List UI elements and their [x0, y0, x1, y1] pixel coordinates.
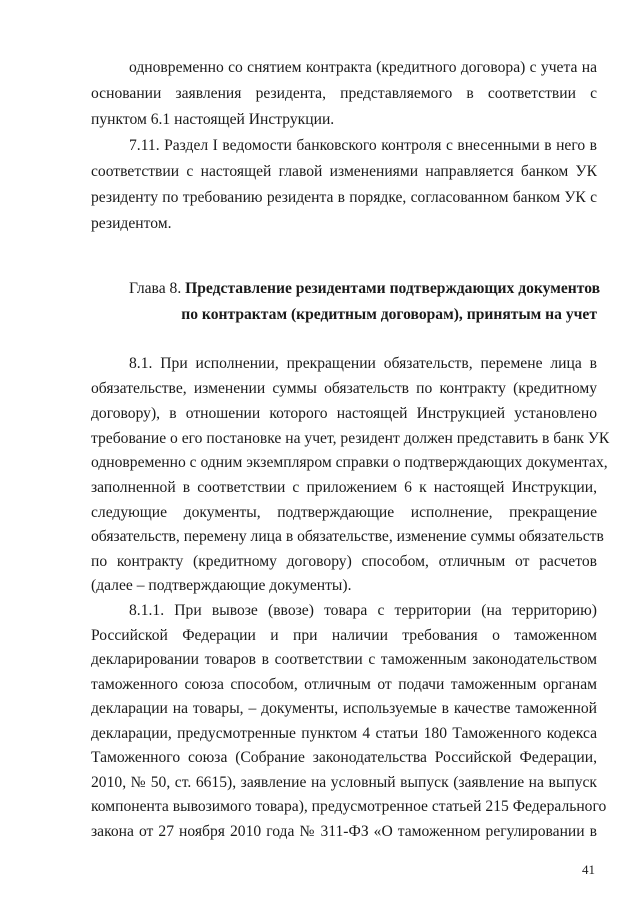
clause-8-1-1-line-9: компонента вывозимого товара), предусмотренное статьей 215 Федерального	[91, 798, 607, 815]
clause-8-1-line-8: обязательств, перемену лица в обязательстве, изменение суммы обязательств	[91, 528, 604, 545]
clause-7-11-line-3: резиденту по требованию резидента в порядке, согласованном банком УК с	[91, 189, 597, 206]
clause-8-1-line-7: следующие документы, подтверждающие исполнение, прекращение	[91, 504, 597, 521]
clause-8-1-1-line-3: декларировании товаров в соответствии с таможенным законодательством	[91, 651, 597, 668]
chapter-title-part-1: Представление резидентами подтверждающих документов	[185, 280, 601, 297]
clause-7-11-line-4: резидентом.	[91, 215, 172, 232]
clause-8-1-line-2: обязательстве, изменении суммы обязательств по контракту (кредитному	[91, 380, 597, 397]
clause-8-1-1-line-1: 8.1.1. При вывозе (ввозе) товара с территории (на территорию)	[129, 602, 597, 619]
continuation-line-1: одновременно со снятием контракта (кредитного договора) с учета на	[129, 59, 597, 76]
clause-8-1-line-9: по контракту (кредитному договору) способом, отличным от расчетов	[91, 553, 597, 570]
continuation-line-3: пунктом 6.1 настоящей Инструкции.	[91, 111, 335, 128]
continuation-line-2: основании заявления резидента, представляемого в соответствии с	[91, 85, 597, 102]
clause-8-1-line-3: договору), в отношении которого настоящей Инструкцией установлено	[91, 405, 597, 422]
chapter-label: Глава 8.	[129, 280, 182, 297]
clause-8-1-line-1: 8.1. При исполнении, прекращении обязательств, перемене лица в	[129, 355, 597, 372]
clause-8-1-1-line-10: закона от 27 ноября 2010 года № 311-ФЗ «О таможенном регулировании в	[91, 823, 597, 840]
clause-7-11-line-2: соответствии с настоящей главой изменениями направляется банком УК	[91, 163, 597, 180]
chapter-heading-line-1	[129, 279, 599, 299]
clause-8-1-1-line-7: Таможенного союза (Собрание законодательства Российской Федерации,	[91, 749, 597, 766]
clause-8-1-1-line-8: 2010, № 50, ст. 6615), заявление на условный выпуск (заявление на выпуск	[91, 774, 597, 791]
clause-8-1-line-6: заполненной в соответствии с приложением 6 к настоящей Инструкции,	[91, 479, 597, 496]
page-number: 41	[582, 862, 595, 877]
clause-8-1-line-4: требование о его постановке на учет, резидент должен представить в банк УК	[91, 430, 610, 447]
chapter-title-part-2: по контрактам (кредитным договорам), принятым на учет	[181, 306, 597, 323]
clause-7-11-line-1: 7.11. Раздел I ведомости банковского контроля с внесенными в него в	[129, 137, 597, 154]
clause-8-1-1-line-6: декларации, предусмотренные пунктом 4 статьи 180 Таможенного кодекса	[91, 725, 597, 742]
clause-8-1-1-line-2: Российской Федерации и при наличии требования о таможенном	[91, 627, 597, 644]
clause-8-1-1-line-4: таможенного союза способом, отличным от подачи таможенным органам	[91, 676, 597, 693]
clause-8-1-1-line-5: декларации на товары, – документы, используемые в качестве таможенной	[91, 700, 597, 717]
clause-8-1-line-5: одновременно с одним экземпляром справки о подтверждающих документах,	[91, 454, 608, 471]
clause-8-1-line-10: (далее – подтверждающие документы).	[91, 577, 352, 594]
